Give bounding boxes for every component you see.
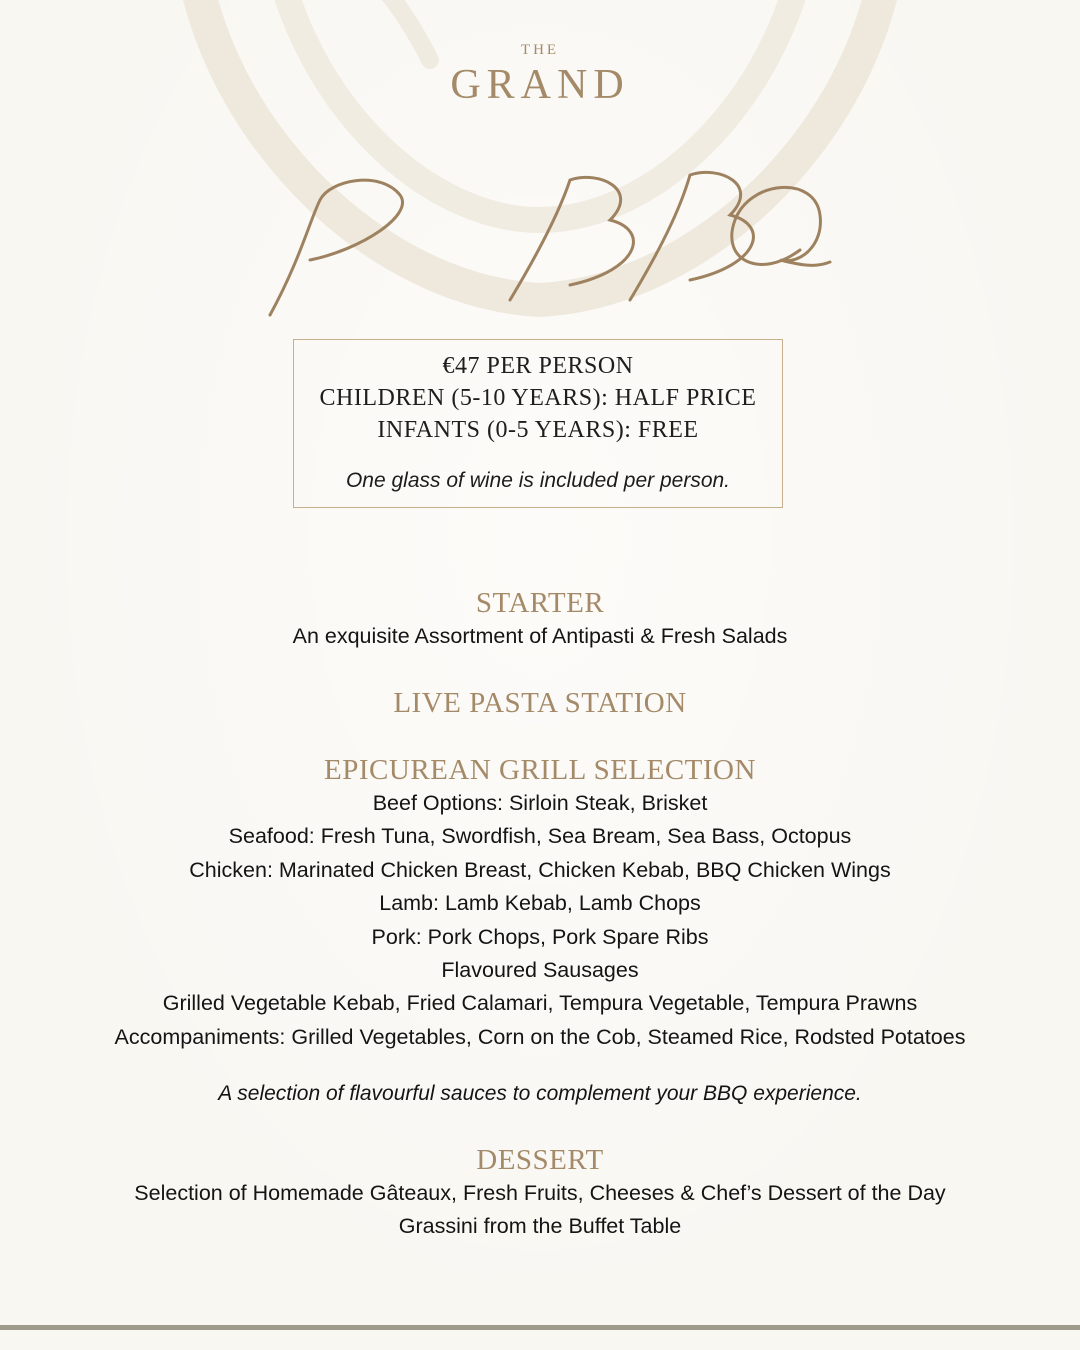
bottom-divider (0, 1325, 1080, 1330)
event-title (240, 150, 840, 330)
brand-name: GRAND (450, 62, 630, 108)
price-children: CHILDREN (5-10 YEARS): HALF PRICE (319, 385, 757, 411)
brand-the: THE (520, 42, 560, 58)
menu-item: Lamb: Lamb Kebab, Lamb Chops (379, 891, 701, 916)
starter-section (0, 586, 1080, 653)
sauce-note-block (0, 1080, 1080, 1108)
menu-item: Pork: Pork Chops, Pork Spare Ribs (371, 924, 709, 949)
menu-item: An exquisite Assortment of Antipasti & Fresh Salads (292, 624, 788, 648)
event-title-text: Rooftop BBQ (276, 196, 804, 289)
wine-note: One glass of wine is included per person. (345, 469, 731, 492)
brand-logo (0, 40, 1080, 108)
price-infants: INFANTS (0-5 YEARS): FREE (377, 417, 699, 443)
pricing-box (293, 339, 783, 508)
menu-item: Grassini from the Buffet Table (398, 1214, 682, 1239)
section-title-grill: EPICUREAN GRILL SELECTION (324, 754, 756, 786)
menu-item: Accompaniments: Grilled Vegetables, Corn on the Cob, Steamed Rice, Rodsted Potatoes (114, 1024, 966, 1049)
menu-item: Selection of Homemade Gâteaux, Fresh Fruits, Cheeses & Chef’s Dessert of the Day (134, 1181, 946, 1205)
menu-item: Grilled Vegetable Kebab, Fried Calamari, Tempura Vegetable, Tempura Prawns (162, 991, 918, 1016)
menu-item: Flavoured Sausages (441, 958, 639, 983)
grill-section (0, 753, 1080, 1054)
section-title-pasta: LIVE PASTA STATION (393, 687, 687, 719)
section-title-dessert: DESSERT (476, 1144, 604, 1176)
sauce-note: A selection of flavourful sauces to complement your BBQ experience. (218, 1082, 862, 1105)
menu-item: Chicken: Marinated Chicken Breast, Chicken Kebab, BBQ Chicken Wings (189, 857, 891, 882)
menu-item: Beef Options: Sirloin Steak, Brisket (372, 791, 708, 815)
menu-item: Seafood: Fresh Tuna, Swordfish, Sea Bream, Sea Bass, Octopus (228, 824, 852, 849)
price-adult: €47 PER PERSON (442, 353, 634, 379)
pasta-section (0, 686, 1080, 720)
section-title-starter: STARTER (475, 587, 605, 619)
dessert-section (0, 1143, 1080, 1244)
